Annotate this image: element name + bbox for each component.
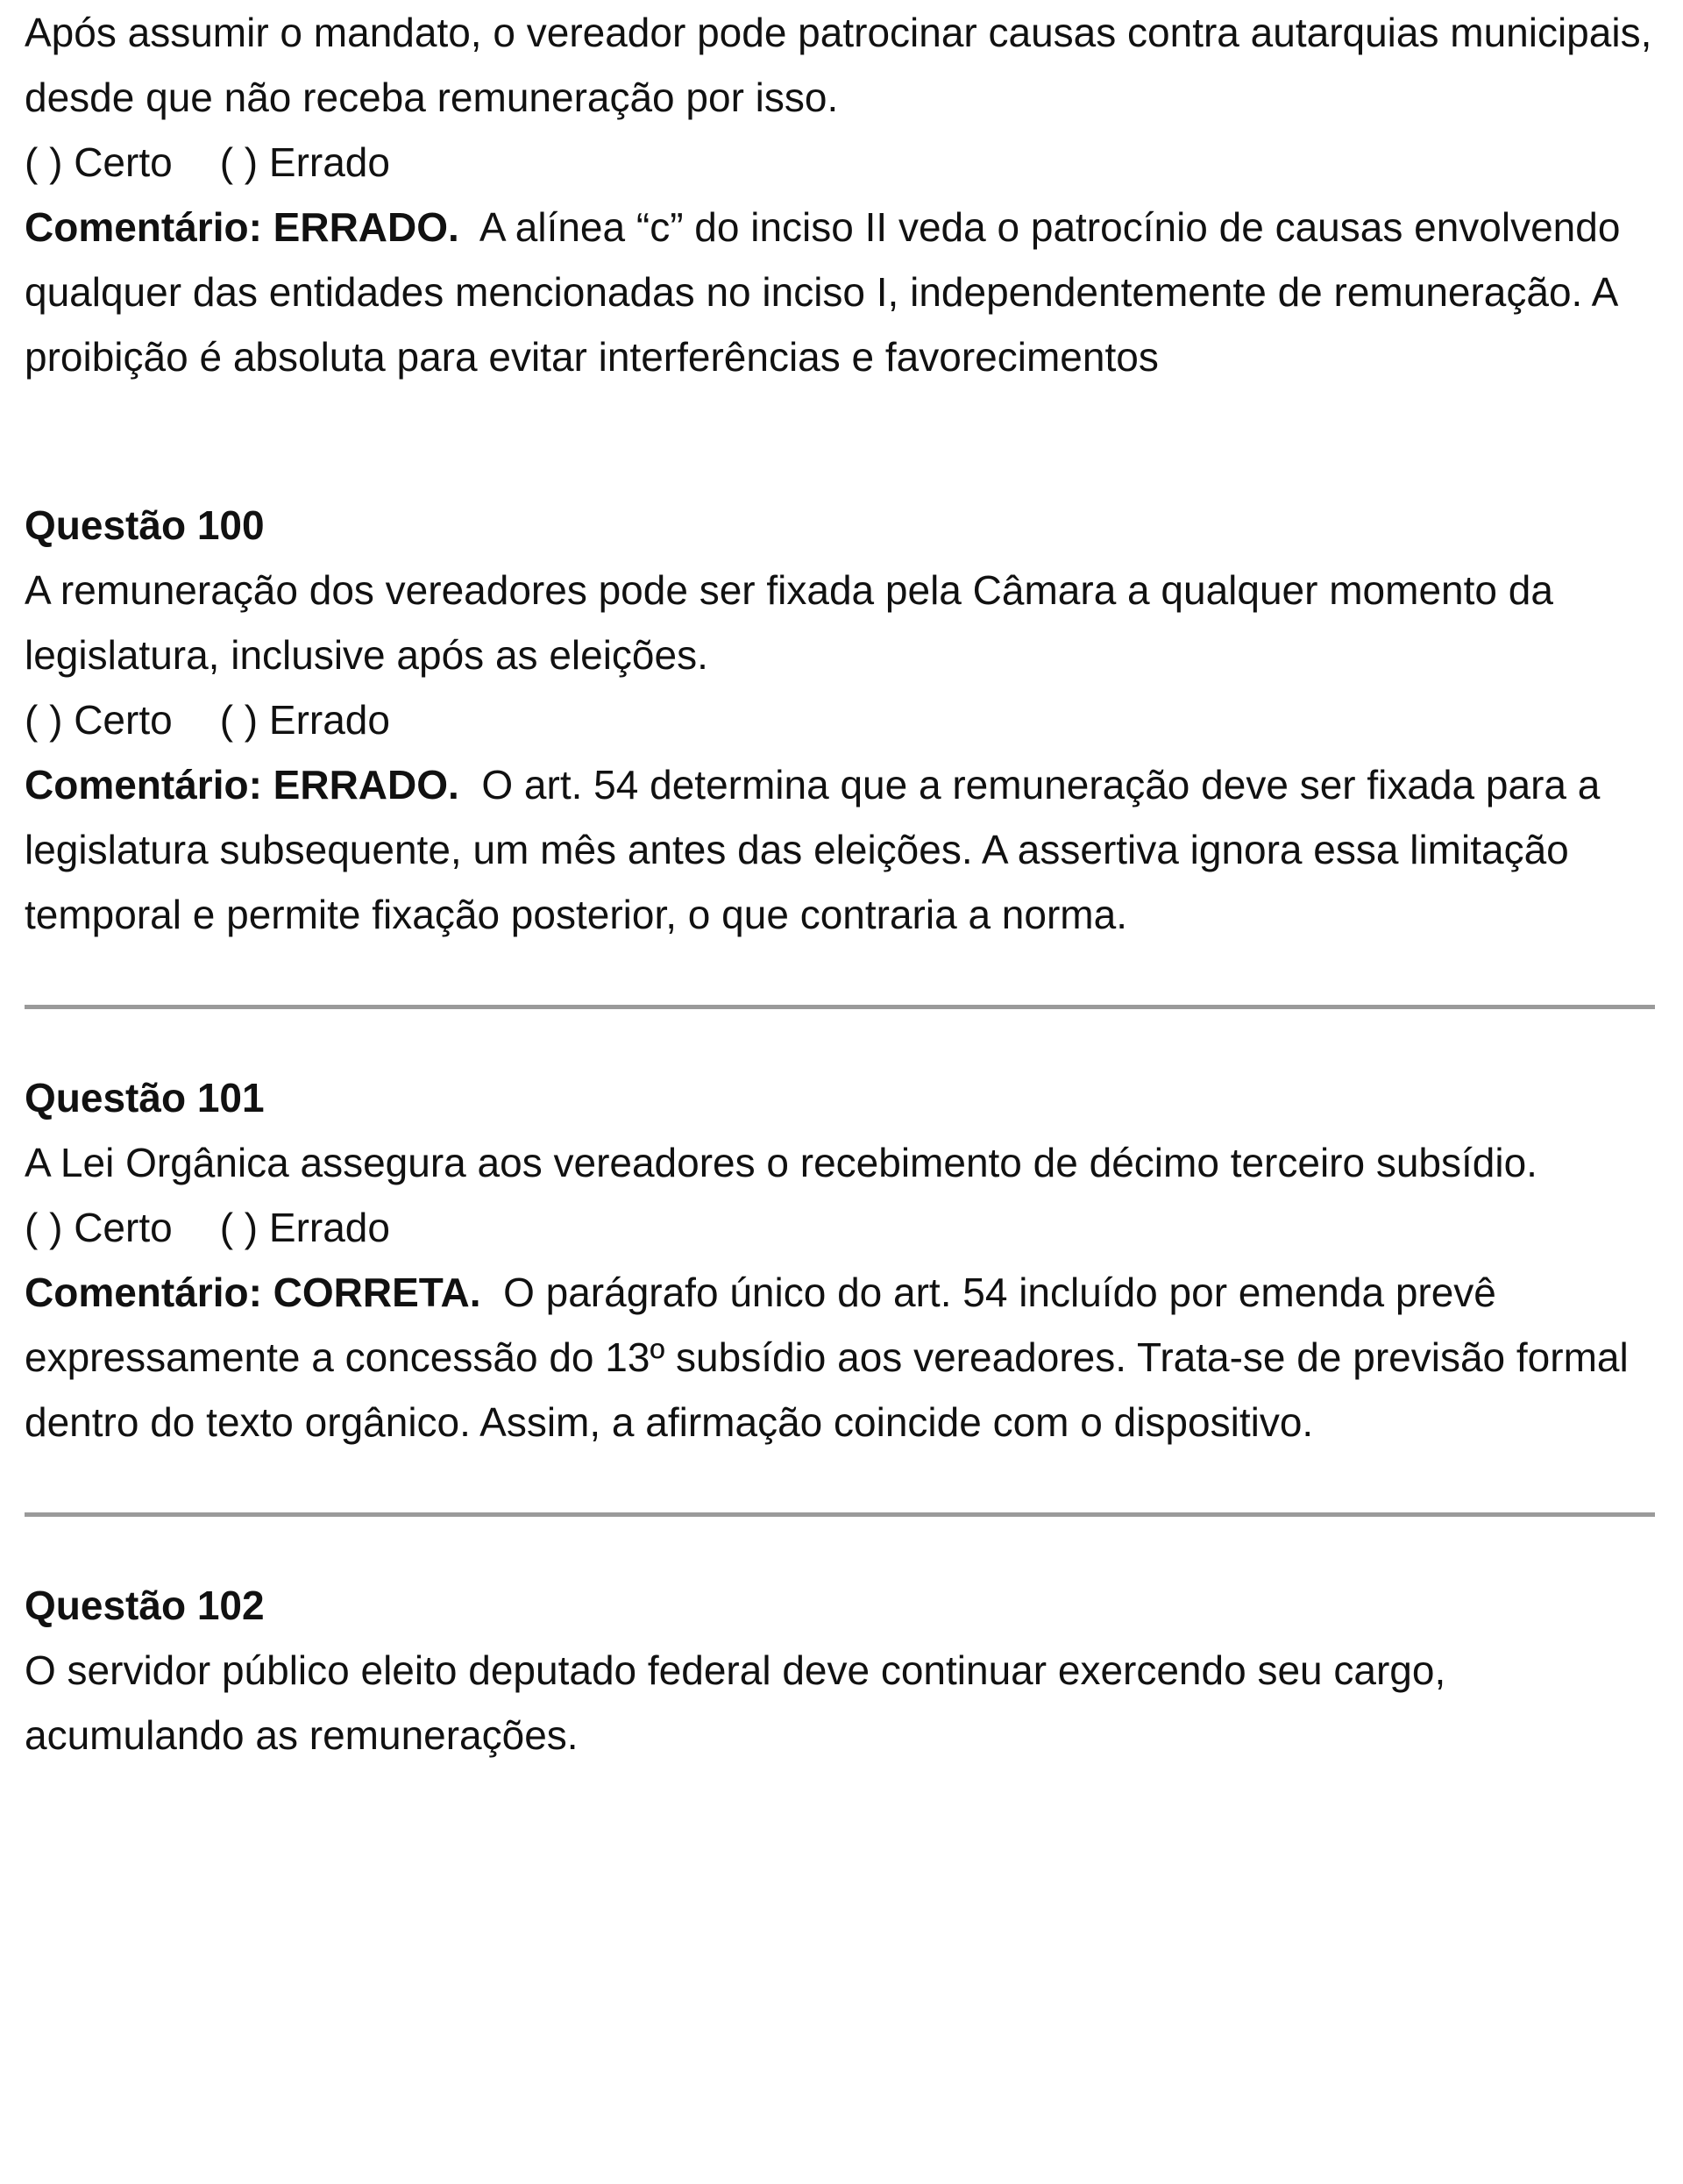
question-title: Questão 101: [25, 1075, 265, 1120]
option-errado: ( ) Errado: [219, 697, 390, 743]
question-statement: O servidor público eleito deputado federal deve continuar exercendo seu cargo, acumulando as remunerações.: [25, 1647, 1446, 1758]
question-100: [25, 493, 1655, 947]
comment-text: O art. 54 determina que a remuneração deve ser fixada para a legislatura subsequente, um mês antes das eleições. A assertiva ignora essa limitação temporal e permite fixação posterior, o que contraria a norma.: [25, 762, 1601, 937]
document-page: [25, 0, 1655, 1768]
question-title: Questão 100: [25, 502, 265, 548]
comment-text: O parágrafo único do art. 54 incluído por emenda prevê expressamente a concessão do 13º subsídio aos vereadores. Trata-se de previsão formal dentro do texto orgânico. Assim, a afirmação coincide com o dispositivo.: [25, 1270, 1629, 1445]
comment-label: Comentário: CORRETA.: [25, 1270, 481, 1315]
spacer: [25, 1517, 1655, 1573]
spacer: [25, 1009, 1655, 1065]
question-102: [25, 1573, 1655, 1768]
question-statement: A remuneração dos vereadores pode ser fixada pela Câmara a qualquer momento da legislatura, inclusive após as eleições.: [25, 567, 1553, 678]
answer-options: [25, 687, 1655, 752]
comment: [25, 752, 1655, 947]
option-certo: ( ) Certo: [25, 697, 173, 743]
option-errado: ( ) Errado: [219, 139, 390, 185]
comment: [25, 195, 1655, 389]
spacer: [25, 947, 1655, 1005]
question-statement: Após assumir o mandato, o vereador pode patrocinar causas contra autarquias municipais, desde que não receba remuneração por isso.: [25, 10, 1652, 120]
option-certo: ( ) Certo: [25, 1205, 173, 1250]
question-101: [25, 1065, 1655, 1455]
comment-text: A alínea “c” do inciso II veda o patrocínio de causas envolvendo qualquer das entidades mencionadas no inciso I, independentemente de remuneração. A proibição é absoluta para evitar interferências e favorecimentos: [25, 204, 1621, 380]
option-certo: ( ) Certo: [25, 139, 173, 185]
question-99: [25, 0, 1655, 389]
question-statement: A Lei Orgânica assegura aos vereadores o recebimento de décimo terceiro subsídio.: [25, 1140, 1537, 1185]
comment: [25, 1260, 1655, 1455]
spacer: [25, 389, 1655, 493]
question-title: Questão 102: [25, 1583, 265, 1628]
option-errado: ( ) Errado: [219, 1205, 390, 1250]
answer-options: [25, 1195, 1655, 1260]
comment-label: Comentário: ERRADO.: [25, 762, 459, 807]
answer-options: [25, 130, 1655, 195]
spacer: [25, 1455, 1655, 1512]
comment-label: Comentário: ERRADO.: [25, 204, 459, 250]
